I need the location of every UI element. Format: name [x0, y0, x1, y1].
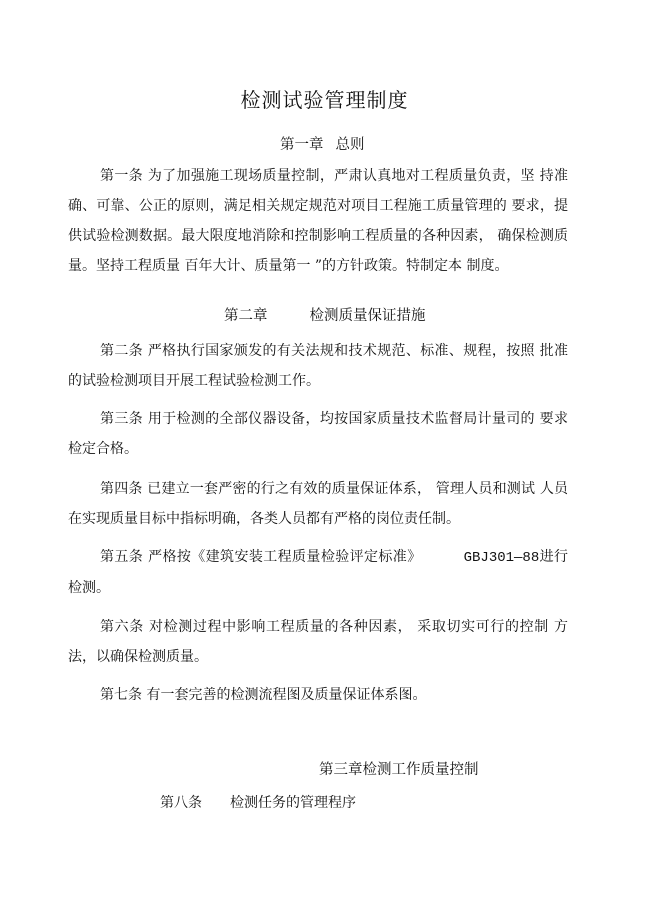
- article-5-text-a: 严格按《建筑安装工程质量检验评定标准》: [148, 549, 422, 565]
- chapter-1-heading: [280, 133, 365, 154]
- chapter-2-heading: [224, 304, 426, 325]
- article-4-number: 第四条: [100, 481, 143, 497]
- document-title: 检测试验管理制度: [240, 88, 409, 112]
- chapter-2-name: 检测质量保证措施: [309, 308, 426, 324]
- article-1-text: 为了加强施工现场质量控制，严肃认真地对工程质量负责，坚 持准确、可靠、公正的原则，满足相关规定规范对项目工程施工质量管理的 要求，提供试验检测数据。最大限度地消除和控制影响工程质量的各种因素， 确保检测质量。坚持工程质量 百年大计、质量第一 ”的方针政策。特制定本 制度。: [68, 168, 569, 274]
- chapter-1-number: 第一章: [280, 137, 324, 153]
- article-6: [68, 612, 568, 672]
- article-8: [160, 792, 356, 812]
- article-2: [68, 336, 568, 396]
- article-6-number: 第六条: [100, 619, 144, 635]
- article-7: [68, 680, 568, 710]
- article-7-text: 有一套完善的检测流程图及质量保证体系图。: [146, 687, 427, 703]
- article-1: [68, 161, 568, 281]
- chapter-2-number: 第二章: [224, 308, 268, 324]
- article-4: [68, 474, 568, 534]
- article-5: [68, 542, 568, 603]
- article-8-number: 第八条: [160, 795, 202, 811]
- article-5-text-b: 进行检测。: [68, 549, 569, 596]
- article-3: [68, 404, 568, 464]
- chapter-1-name: 总则: [335, 137, 365, 153]
- article-6-text: 对检测过程中影响工程质量的各种因素， 采取切实可行的控制 方法，以确保检测质量。: [68, 619, 569, 665]
- article-7-number: 第七条: [100, 687, 142, 703]
- article-3-number: 第三条: [100, 411, 144, 427]
- article-5-number: 第五条: [100, 549, 144, 565]
- article-2-number: 第二条: [100, 343, 144, 359]
- article-2-text: 严格执行国家颁发的有关法规和技术规范、标准、规程，按照 批准的试验检测项目开展工程试验检测工作。: [68, 343, 569, 389]
- article-4-text: 已建立一套严密的行之有效的质量保证体系， 管理人员和测试 人员在实现质量目标中指标明确，各类人员都有严格的岗位责任制。: [68, 481, 569, 527]
- chapter-3-heading: 第三章检测工作质量控制: [319, 762, 479, 778]
- article-5-code: GBJ301—88: [463, 550, 540, 566]
- article-3-text: 用于检测的全部仪器设备，均按国家质量技术监督局计量司的 要求检定合格。: [68, 411, 569, 457]
- article-1-number: 第一条: [100, 168, 144, 184]
- article-8-text: 检测任务的管理程序: [230, 795, 356, 811]
